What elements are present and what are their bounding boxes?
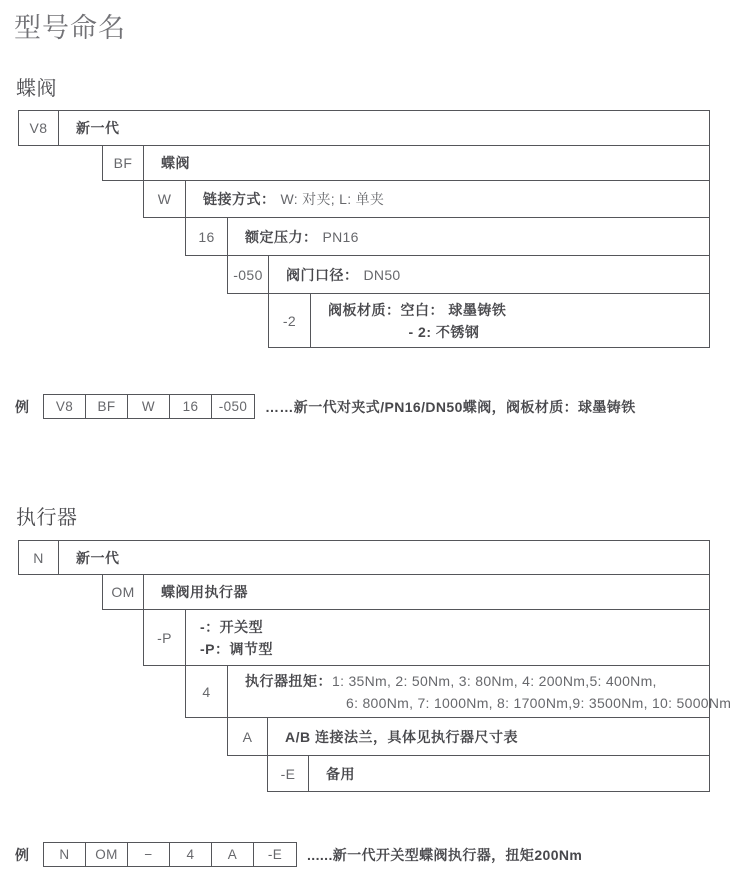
example-code-box — [43, 394, 255, 419]
example-code-cell: A — [212, 843, 254, 866]
code-cell: -E — [268, 756, 309, 791]
row-description — [228, 218, 709, 255]
example-code-cell: V8 — [44, 395, 86, 418]
description-label: 新一代 — [76, 549, 120, 566]
example-description: ……新一代对夹式/PN16/DN50蝶阀，阀板材质：球墨铸铁 — [265, 398, 636, 415]
description-line: 空白： 球墨铸铁 — [400, 301, 507, 318]
example-code-cell: BF — [86, 395, 128, 418]
description-label: A/B 连接法兰，具体见执行器尺寸表 — [285, 728, 518, 745]
example-code-cell: − — [128, 843, 170, 866]
description-label: 蝶阀 — [161, 155, 190, 171]
row-description — [59, 111, 709, 145]
row-description — [59, 541, 709, 574]
description-lines — [200, 616, 273, 660]
example-code-cell: OM — [86, 843, 128, 866]
description-line: -P：调节型 — [200, 640, 273, 657]
description-label: 备用 — [326, 765, 355, 782]
example-label: 例 — [15, 846, 30, 863]
code-cell: 4 — [186, 666, 228, 717]
code-cell: OM — [103, 575, 144, 609]
description-label: 额定压力： — [245, 228, 318, 245]
model-row — [102, 574, 710, 610]
description-line: -：开关型 — [200, 618, 264, 635]
description-label: 链接方式： — [203, 191, 276, 207]
row-description — [186, 181, 709, 217]
description-line: 1: 35Nm, 2: 50Nm, 3: 80Nm, 4: 200Nm,5: 400Nm, — [332, 672, 657, 689]
example-row-valve — [15, 394, 636, 419]
description-lines — [332, 670, 731, 714]
model-row — [18, 540, 710, 575]
page-title: 型号命名 — [14, 13, 126, 43]
model-row — [185, 217, 710, 256]
code-cell: W — [144, 181, 186, 217]
code-cell: N — [19, 541, 59, 574]
code-cell: V8 — [19, 111, 59, 145]
model-row — [268, 293, 710, 348]
code-cell: -P — [144, 610, 186, 665]
model-row — [185, 665, 732, 718]
example-code-cell: 4 — [170, 843, 212, 866]
example-code-cell: -050 — [218, 399, 248, 414]
description-label: 阀板材质： — [328, 301, 401, 318]
row-description — [269, 256, 709, 293]
example-code-cell: W — [128, 395, 170, 418]
example-code-box — [43, 842, 297, 867]
row-description — [144, 575, 709, 609]
row-description — [144, 146, 709, 180]
model-row — [143, 609, 710, 666]
example-row-actuator — [15, 842, 582, 867]
code-cell: -2 — [269, 294, 311, 347]
description-label: 执行器扭矩： — [245, 672, 332, 689]
row-description — [228, 666, 731, 717]
section-heading-actuator: 执行器 — [16, 507, 78, 529]
code-cell: BF — [103, 146, 144, 180]
description-label: 阀门口径： — [286, 266, 359, 283]
row-description — [186, 610, 709, 665]
code-cell: 16 — [186, 218, 228, 255]
example-description: ......新一代开关型蝶阀执行器，扭矩200Nm — [307, 846, 583, 863]
example-code-cell: 16 — [170, 395, 212, 418]
description-lines — [401, 299, 507, 343]
model-row — [18, 110, 710, 146]
example-label: 例 — [15, 398, 30, 415]
row-description — [309, 756, 709, 791]
description-value: DN50 — [363, 266, 401, 283]
example-code-cell: -E — [267, 847, 283, 862]
description-label: 新一代 — [76, 120, 120, 136]
example-code-cell: N — [44, 843, 86, 866]
row-description — [311, 294, 709, 347]
code-cell: -050 — [228, 256, 269, 293]
description-value: PN16 — [322, 228, 359, 245]
section-heading-butterfly-valve: 蝶阀 — [16, 78, 57, 100]
model-row — [267, 755, 710, 792]
code-cell: A — [228, 718, 268, 755]
description-line: 6: 800Nm, 7: 1000Nm, 8: 1700Nm,9: 3500Nm, 10: 5000Nm — [346, 694, 732, 711]
model-row — [143, 180, 710, 218]
model-row — [227, 255, 710, 294]
description-line: - 2: 不锈钢 — [408, 323, 480, 340]
description-value: W: 对夹; L: 单夹 — [280, 191, 385, 207]
description-label: 蝶阀用执行器 — [161, 584, 248, 600]
model-row — [102, 145, 710, 181]
row-description — [268, 718, 709, 755]
model-row — [227, 717, 710, 756]
